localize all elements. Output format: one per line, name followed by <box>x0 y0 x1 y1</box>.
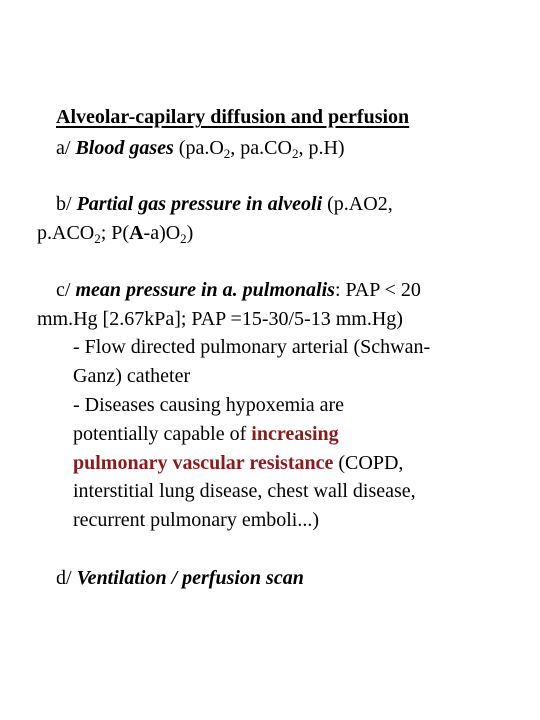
bullet-hypoxemia-emph1: increasing <box>251 423 339 445</box>
item-d-prefix: d/ <box>56 567 77 589</box>
bullet-catheter-line1: - Flow directed pulmonary arterial (Schwan- <box>73 336 431 358</box>
bullet-hypoxemia-line1: - Diseases causing hypoxemia are <box>73 394 345 416</box>
item-c-label: mean pressure in a. pulmonalis <box>75 279 335 301</box>
item-a-sub2: 2 <box>291 146 299 161</box>
bullet-hypoxemia-line2-text: potentially capable of <box>73 423 252 445</box>
bullet-hypoxemia-line4: interstitial lung disease, chest wall disease, <box>73 480 416 502</box>
bullet-catheter-line2: Ganz) catheter <box>73 365 191 387</box>
item-a-mid: , pa.CO <box>230 137 292 159</box>
item-b-line2-mid2: -a)O <box>143 222 181 244</box>
item-b-prefix: b/ <box>56 193 77 215</box>
item-b-sub1: 2 <box>94 231 101 246</box>
item-b-label: Partial gas pressure in alveoli <box>76 193 323 215</box>
item-b-line2-end: ) <box>186 222 194 244</box>
bullet-hypoxemia-line3 <box>73 451 403 475</box>
slide-title: Alveolar-capilary diffusion and perfusion <box>56 106 410 128</box>
bullet-hypoxemia-emph2: pulmonary vascular resistance <box>73 452 334 474</box>
item-d-label: Ventilation / perfusion scan <box>76 567 304 589</box>
item-b-rest1: (p.AO2, <box>322 193 393 215</box>
item-a-prefix: a/ <box>56 137 76 159</box>
item-c-prefix: c/ <box>56 279 76 301</box>
item-b-line2 <box>37 221 193 245</box>
bullet-hypoxemia-line3-rest: (COPD, <box>333 452 404 474</box>
item-c-rest1: : PAP < 20 <box>334 279 421 301</box>
item-a <box>56 136 345 160</box>
item-a-label: Blood gases <box>75 137 174 159</box>
item-c-line2: mm.Hg [2.67kPa]; PAP =15-30/5-13 mm.Hg) <box>37 308 403 330</box>
item-a-sub1: 2 <box>223 146 231 161</box>
bullet-hypoxemia-line2 <box>73 422 339 446</box>
item-b-sub2: 2 <box>180 231 187 246</box>
item-b-line1 <box>56 192 393 216</box>
item-a-open: (pa.O <box>173 137 224 159</box>
item-a-close: , p.H) <box>298 137 345 159</box>
item-d <box>56 566 304 590</box>
item-b-bold-a: A <box>129 222 144 244</box>
bullet-hypoxemia-line5: recurrent pulmonary emboli...) <box>73 509 320 531</box>
item-c-line1 <box>56 278 421 302</box>
item-b-line2-start: p.ACO <box>37 222 95 244</box>
item-b-line2-mid1: ; P( <box>100 222 130 244</box>
